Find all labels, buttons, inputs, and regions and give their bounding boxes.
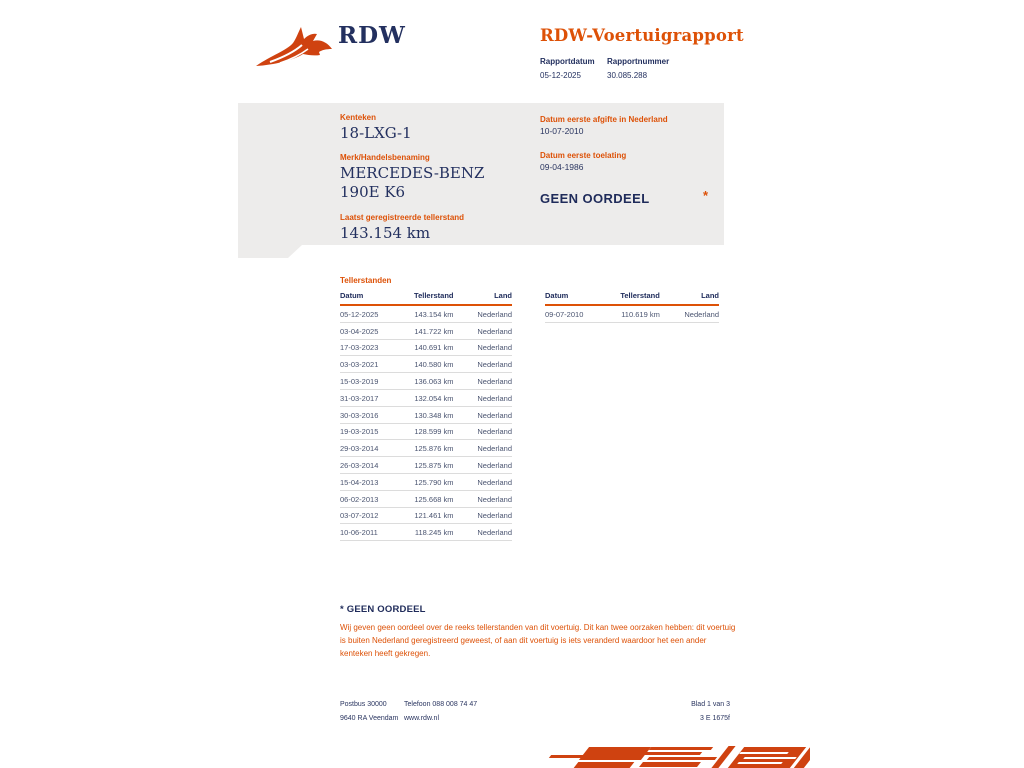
summary-left-column xyxy=(340,113,530,243)
table-row xyxy=(340,507,512,524)
table-cell: Nederland xyxy=(454,457,512,474)
afgifte-label: Datum eerste afgifte in Nederland xyxy=(540,115,668,124)
page-footer xyxy=(340,701,730,729)
footnote-asterisk: * xyxy=(340,604,344,615)
summary-right-column xyxy=(540,115,709,206)
toelating-label: Datum eerste toelating xyxy=(540,151,627,160)
table-cell: Nederland xyxy=(454,356,512,373)
table-cell: 10-06-2011 xyxy=(340,524,409,541)
table-cell: 136.063 km xyxy=(409,373,454,390)
column-header-tellerstand: Tellerstand xyxy=(615,289,660,305)
table-row xyxy=(340,339,512,356)
table-cell: 31-03-2017 xyxy=(340,389,409,406)
table-cell: Nederland xyxy=(454,339,512,356)
table-cell: 26-03-2014 xyxy=(340,457,409,474)
table-cell: 128.599 km xyxy=(409,423,454,440)
footnote-title xyxy=(340,604,738,615)
table-row xyxy=(340,356,512,373)
table-cell: 03-07-2012 xyxy=(340,507,409,524)
report-date-label: Rapportdatum xyxy=(540,57,595,66)
table-cell: 17-03-2023 xyxy=(340,339,409,356)
table-cell: 141.722 km xyxy=(409,322,454,339)
verdict-asterisk: * xyxy=(703,188,709,203)
table-cell: 09-07-2010 xyxy=(545,305,615,322)
table-cell: Nederland xyxy=(454,524,512,541)
verdict-footnote xyxy=(340,604,738,660)
table-cell: 132.054 km xyxy=(409,389,454,406)
afgifte-value: 10-07-2010 xyxy=(540,126,584,136)
odometer-table-left xyxy=(340,289,512,541)
table-cell: 15-03-2019 xyxy=(340,373,409,390)
table-cell: Nederland xyxy=(454,507,512,524)
column-header-datum: Datum xyxy=(545,289,615,305)
table-cell: 03-03-2021 xyxy=(340,356,409,373)
toelating-value: 09-04-1986 xyxy=(540,162,584,172)
table-row xyxy=(340,406,512,423)
rdw-wordmark: RDW xyxy=(338,22,406,49)
table-cell: 29-03-2014 xyxy=(340,440,409,457)
odometer-table-right xyxy=(545,289,719,323)
report-title: RDW-Voertuigrapport xyxy=(540,26,744,45)
merk-value-line1: MERCEDES-BENZ xyxy=(340,164,485,182)
table-cell: 143.154 km xyxy=(409,305,454,322)
table-row xyxy=(340,490,512,507)
vehicle-summary-panel xyxy=(238,103,724,245)
kenteken-value: 18-LXG-1 xyxy=(340,124,412,142)
table-row xyxy=(340,389,512,406)
table-header-row xyxy=(340,289,512,305)
tellerstand-value: 143.154 km xyxy=(340,224,431,242)
table-cell: Nederland xyxy=(454,423,512,440)
footer-website: www.rdw.nl xyxy=(404,715,440,722)
column-header-tellerstand: Tellerstand xyxy=(409,289,454,305)
table-row xyxy=(340,322,512,339)
kenteken-label: Kenteken xyxy=(340,113,377,122)
table-row xyxy=(340,524,512,541)
report-number-value: 30.085.288 xyxy=(607,71,648,80)
table-cell: 03-04-2025 xyxy=(340,322,409,339)
column-header-datum: Datum xyxy=(340,289,409,305)
table-cell: Nederland xyxy=(454,490,512,507)
table-cell: 121.461 km xyxy=(409,507,454,524)
table-cell: Nederland xyxy=(454,373,512,390)
table-cell: Nederland xyxy=(454,322,512,339)
table-cell: 30-03-2016 xyxy=(340,406,409,423)
verdict-text: GEEN OORDEEL xyxy=(540,191,650,206)
table-row xyxy=(340,305,512,322)
table-cell: 130.348 km xyxy=(409,406,454,423)
table-cell: Nederland xyxy=(660,305,719,322)
table-cell: Nederland xyxy=(454,440,512,457)
table-cell: Nederland xyxy=(454,305,512,322)
table-cell: 125.668 km xyxy=(409,490,454,507)
table-cell: 118.245 km xyxy=(409,524,454,541)
footer-address-line1: Postbus 30000 xyxy=(340,701,387,708)
footer-phone: Telefoon 088 008 74 47 xyxy=(404,701,478,708)
table-cell: 140.580 km xyxy=(409,356,454,373)
footer-page-info: Blad 1 van 3 xyxy=(691,701,730,708)
table-cell: 06-02-2013 xyxy=(340,490,409,507)
footnote-title-text: GEEN OORDEEL xyxy=(346,604,426,615)
footer-stripes-graphic xyxy=(548,744,810,768)
table-cell: 125.790 km xyxy=(409,473,454,490)
table-cell: 125.875 km xyxy=(409,457,454,474)
table-row xyxy=(340,457,512,474)
report-date-value: 05-12-2025 xyxy=(540,71,581,80)
table-cell: Nederland xyxy=(454,389,512,406)
merk-label: Merk/Handelsbenaming xyxy=(340,153,430,162)
report-number-label: Rapportnummer xyxy=(607,57,670,66)
column-header-land: Land xyxy=(660,289,719,305)
table-row xyxy=(545,305,719,322)
report-date-block xyxy=(540,57,595,80)
table-cell: 140.691 km xyxy=(409,339,454,356)
table-cell: 125.876 km xyxy=(409,440,454,457)
panel-tail-shape xyxy=(238,245,302,258)
table-cell: Nederland xyxy=(454,473,512,490)
table-cell: Nederland xyxy=(454,406,512,423)
rdw-eagle-logo-icon xyxy=(256,26,334,68)
tellerstanden-section-title: Tellerstanden xyxy=(340,276,392,285)
table-cell: 110.619 km xyxy=(615,305,660,322)
table-header-row xyxy=(545,289,719,305)
footer-address-line2: 9640 RA Veendam xyxy=(340,715,399,722)
report-number-block xyxy=(607,57,669,80)
table-row xyxy=(340,373,512,390)
merk-value-line2: 190E K6 xyxy=(340,183,406,201)
footnote-body: Wij geven geen oordeel over de reeks tellerstanden van dit voertuig. Dit kan twee oorzaken hebben: dit voertuig is buiten Nederland geregistreerd geweest, of aan dit voertuig is iets veranderd waardoor het een ander kenteken heeft gekregen. xyxy=(340,623,736,658)
footer-form-code: 3 E 1675f xyxy=(700,715,730,722)
table-row xyxy=(340,423,512,440)
table-cell: 19-03-2015 xyxy=(340,423,409,440)
column-header-land: Land xyxy=(454,289,512,305)
table-cell: 05-12-2025 xyxy=(340,305,409,322)
table-row xyxy=(340,473,512,490)
table-row xyxy=(340,440,512,457)
table-cell: 15-04-2013 xyxy=(340,473,409,490)
tellerstand-label: Laatst geregistreerde tellerstand xyxy=(340,213,465,222)
